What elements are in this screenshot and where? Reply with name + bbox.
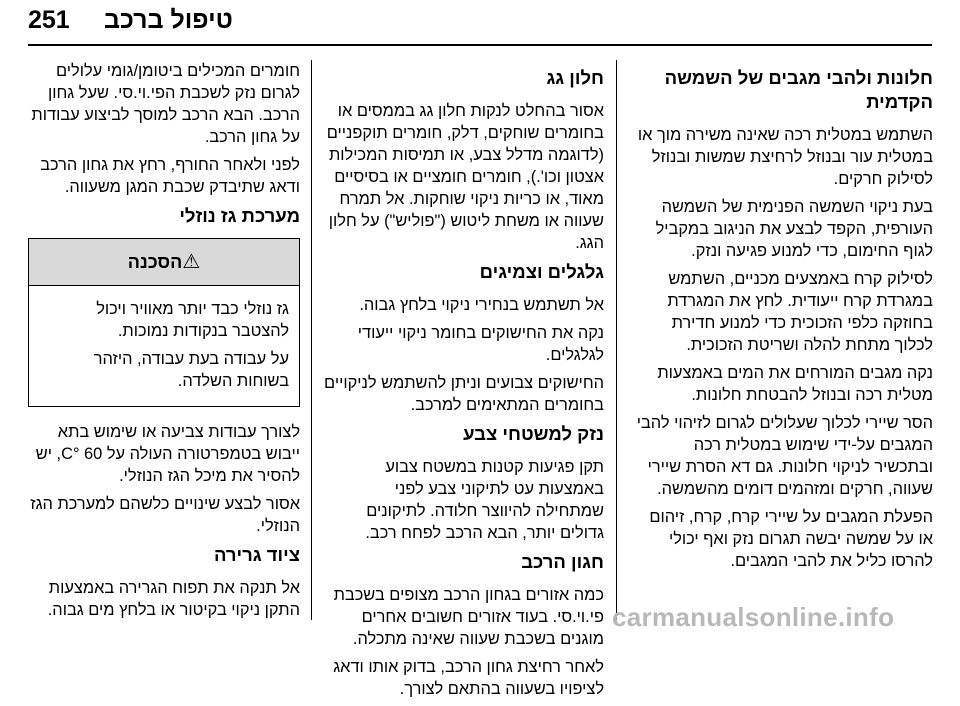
section-heading-paint-damage: נזק למשטחי צבע (463, 423, 604, 444)
left-column (28, 60, 300, 627)
danger-box (28, 238, 300, 407)
section-heading-lpg: מערכת גז נוזלי (179, 205, 300, 226)
paragraph: לצורך עבודות צביעה או שימוש בתא ייבוש בטמפרטורה העולה על 60 °C, יש להסיר את מיכל הגז הנוזלי. (35, 423, 300, 485)
running-title: טיפול ברכב (104, 6, 233, 34)
paragraph: אל תשתמש בנחירי ניקוי בלחץ גבוה. (359, 296, 604, 314)
column-divider (616, 60, 617, 620)
paragraph: בעת ניקוי השמשה הפנימית של השמשה העורפית, הקפד לבצע את הניגוב במקביל לגוף החימום, כדי למנוע פגיעה ונזק. (655, 198, 933, 260)
paragraph: נקה מגבים המורחים את המים באמצעות מטלית רכה ובנוזל להבטחת חלונות. (657, 364, 933, 404)
danger-header (29, 239, 299, 286)
section-heading-towing: ציוד גרירה (213, 544, 300, 565)
header-rule (28, 44, 932, 46)
page-header (0, 0, 960, 40)
danger-label: הסכנה (127, 252, 183, 272)
paragraph: נקה את החישוקים בחומר ניקוי ייעודי לגלגלים. (357, 324, 604, 364)
paragraph: אסור לבצע שינויים כלשהם למערכת הגז הנוזלי. (30, 495, 300, 535)
warning-icon: ⚠ (182, 251, 201, 273)
paragraph: לסילוק קרח באמצעים מכניים, השתמש במגרדת קרח ייעודית. לחץ את המגרדת בחוזקה כלפי הזכוכית כדי למנוע חדירת לכלוך מתחת להלה ושריטת הזכוכית. (667, 270, 933, 354)
section-heading-sunroof: חלון גג (546, 67, 604, 88)
paragraph: אסור בהחלט לנקות חלון גג בממסים או בחומרים שוחקים, דלק, חומרים תוקפניים (לדוגמה מדלל צבע, או תמיסות המכילות אצטון וכו'.), חומרים חומציים או בסיסיים מאוד, או כריות ניקוי שוחקות. אל תמרח שעווה או משחת ליטוש ("פוליש") על חלון הגג. (326, 102, 604, 252)
paragraph: גז נוזלי כבד יותר מאוויר ויכול להצטבר בנקודות נמוכות. (96, 300, 289, 340)
section-heading-underbody: חגון הרכב (521, 551, 604, 572)
paragraph: הפעלת המגבים על שיירי קרח, קרח, זיהום או על שמשה יבשה תגרום נזק ואף יכולי להרסו כליל את להבי המגבים. (649, 508, 933, 570)
section-heading-wheels: גלגלים וצמיגים (479, 261, 604, 282)
middle-column (322, 60, 604, 706)
section-heading-windows: חלונות ולהבי מגבים של השמשה הקדמית (664, 67, 933, 112)
danger-body (29, 286, 299, 406)
paragraph: אל תנקה את תפוח הגרירה באמצעות התקן ניקוי בקיטור או בלחץ מים גבוה. (47, 579, 300, 619)
watermark: carmanualsonline.info (612, 602, 895, 632)
paragraph: כמה אזורים בגחון הרכב מצופים בשכבת פי.וי.סי. בעוד אזורים חשובים אחרים מוגנים בשכבת שעווה שאינה מתכלה. (333, 586, 604, 648)
right-column (631, 60, 933, 578)
paragraph: הסר שיירי לכלוך שעלולים לגרום לזיהוי להבי המגבים על-ידי שימוש במטלית רכה ובתכשיר לניקוי חלונות. גם דא הסרת שיירי שעווה, חרקים ומזהמים דומים מהשמשה. (636, 414, 933, 498)
paragraph: השתמש במטלית רכה שאינה משירה מוך או במטלית עור ובנוזל לרחיצת שמשות ובנוזל לסילוק חרקים. (637, 126, 933, 188)
paragraph: על עבודה בעת עבודה, היזהר בשוחות השלדה. (93, 350, 289, 390)
paragraph: תקן פגיעות קטנות במשטח צבוע באמצעות עט לתיקוני צבע לפני שמתחילה להיווצר חלודה. לתיקונים גדולים יותר, הבא הרכב לפחח רכב. (365, 458, 604, 542)
paragraph: חומרים המכילים ביטומן/גומי עלולים לגרום נזק לשכבת הפי.וי.סי. שעל גחון הרכב. הבא הרכב למוסך לביצוע עבודות על גחון הרכב. (31, 62, 300, 146)
column-divider (311, 60, 312, 620)
paragraph: לפני ולאחר החורף, רחץ את גחון הרכב ודאג שתיבדק שכבת המגן משעווה. (40, 156, 300, 196)
paragraph: החישוקים צבועים וניתן להשתמש לניקויים בחומרים המתאימים למרכב. (324, 374, 604, 414)
page-number: 251 (28, 6, 70, 34)
paragraph: לאחר רחיצת גחון הרכב, בדוק אותו ודאג לציפויו בשעווה בהתאם לצורך. (333, 658, 604, 698)
